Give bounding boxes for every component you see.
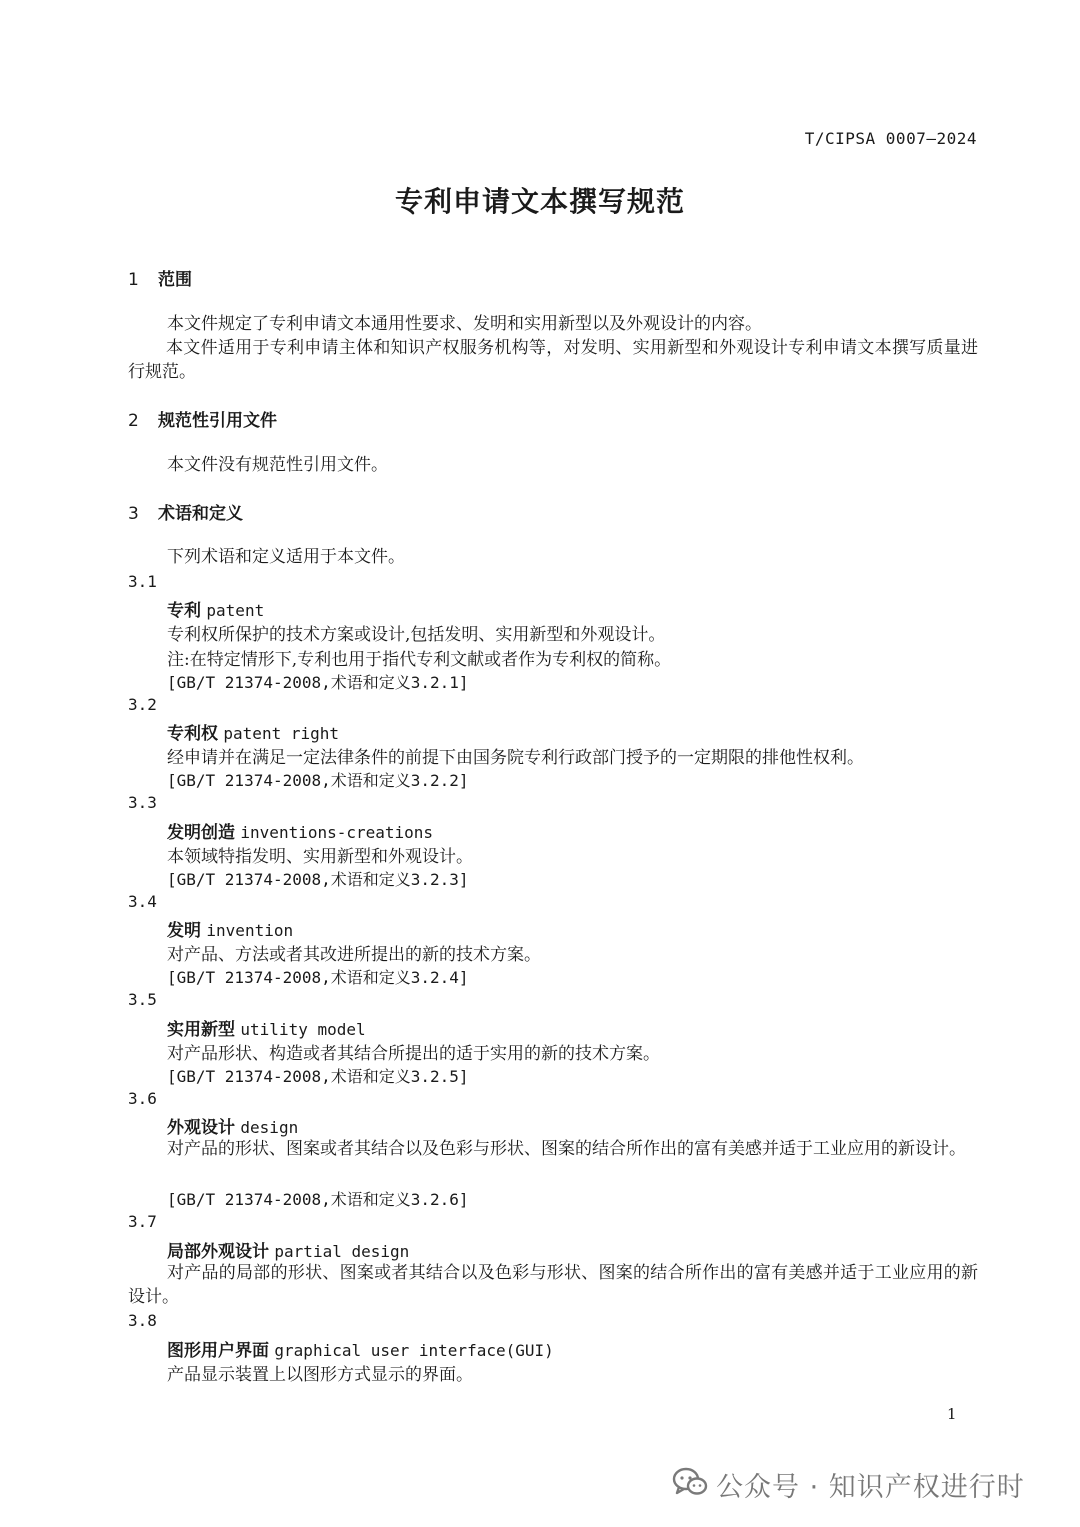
section-heading-3 [128, 499, 243, 524]
page-title: 专利申请文本撰写规范 [394, 185, 685, 218]
term-definition: 对产品的局部的形状、图案或者其结合以及色彩与形状、图案的结合所作出的富有美感并适于工业应用的新设计。 [128, 1263, 978, 1307]
section-number: 3 [128, 504, 139, 524]
section-number: 2 [128, 411, 139, 431]
term-en: inventions-creations [240, 823, 434, 842]
term-zh: 外观设计 [167, 1118, 235, 1138]
term-number: 3.8 [128, 1311, 157, 1330]
term-number: 3.5 [128, 990, 157, 1009]
term-name [167, 1336, 554, 1361]
term-definition: 本领域特指发明、实用新型和外观设计。 [167, 847, 473, 867]
term-definition: 对产品形状、构造或者其结合所提出的适于实用的新的技术方案。 [167, 1044, 660, 1064]
term-number: 3.1 [128, 572, 157, 591]
term-source: [GB/T 21374-2008,术语和定义3.2.1] [167, 673, 469, 692]
term-source: [GB/T 21374-2008,术语和定义3.2.5] [167, 1067, 469, 1086]
term-number: 3.3 [128, 793, 157, 812]
term-en: design [240, 1118, 299, 1137]
term-definition: 对产品、方法或者其改进所提出的新的技术方案。 [167, 945, 541, 965]
term-zh: 发明创造 [167, 823, 235, 843]
document-code: T/CIPSA 0007—2024 [804, 129, 977, 148]
term-name [167, 1113, 298, 1138]
term-definition: 专利权所保护的技术方案或设计,包括发明、实用新型和外观设计。 [167, 625, 666, 645]
term-number: 3.4 [128, 892, 157, 911]
term-source: [GB/T 21374-2008,术语和定义3.2.6] [167, 1190, 469, 1209]
paragraph: 下列术语和定义适用于本文件。 [167, 547, 405, 567]
paragraph: 本文件适用于专利申请主体和知识产权服务机构等，对发明、实用新型和外观设计专利申请文本撰写质量进行规范。 [128, 338, 978, 382]
term-en: graphical user interface(GUI) [274, 1341, 554, 1360]
term-note: 注:在特定情形下,专利也用于指代专利文献或者作为专利权的简称。 [167, 650, 672, 670]
term-zh: 实用新型 [167, 1020, 235, 1040]
term-name [167, 818, 433, 843]
paragraph: 本文件没有规范性引用文件。 [167, 455, 388, 475]
page-number: 1 [947, 1405, 957, 1423]
term-zh: 局部外观设计 [167, 1242, 269, 1262]
term-number: 3.2 [128, 695, 157, 714]
term-zh: 专利 [167, 601, 201, 621]
term-zh: 专利权 [167, 724, 218, 744]
term-source: [GB/T 21374-2008,术语和定义3.2.2] [167, 771, 469, 790]
watermark [672, 1466, 1025, 1502]
section-title: 术语和定义 [158, 504, 243, 524]
term-source: [GB/T 21374-2008,术语和定义3.2.4] [167, 968, 469, 987]
term-definition: 经申请并在满足一定法律条件的前提下由国务院专利行政部门授予的一定期限的排他性权利。 [167, 748, 864, 768]
section-heading-1 [128, 265, 192, 290]
paragraph: 本文件规定了专利申请文本通用性要求、发明和实用新型以及外观设计的内容。 [167, 314, 762, 334]
term-en: invention [206, 921, 294, 940]
wechat-icon [672, 1466, 708, 1502]
term-name [167, 1015, 366, 1040]
term-en: utility model [240, 1020, 366, 1039]
term-en: patent [206, 601, 265, 620]
term-definition: 产品显示装置上以图形方式显示的界面。 [167, 1365, 473, 1385]
term-name [167, 719, 339, 744]
term-name [167, 596, 264, 621]
term-en: partial design [274, 1242, 410, 1261]
section-heading-2 [128, 406, 277, 431]
section-title: 规范性引用文件 [158, 411, 277, 431]
term-name [167, 1237, 409, 1262]
section-number: 1 [128, 270, 139, 290]
term-name [167, 916, 293, 941]
term-number: 3.6 [128, 1089, 157, 1108]
term-zh: 图形用户界面 [167, 1341, 269, 1361]
term-en: patent right [223, 724, 339, 743]
term-number: 3.7 [128, 1212, 157, 1231]
watermark-text: 公众号 · 知识产权进行时 [716, 1471, 1025, 1503]
term-source: [GB/T 21374-2008,术语和定义3.2.3] [167, 870, 469, 889]
section-title: 范围 [158, 270, 192, 290]
term-definition: 对产品的形状、图案或者其结合以及色彩与形状、图案的结合所作出的富有美感并适于工业应用的新设计。 [167, 1139, 966, 1159]
term-zh: 发明 [167, 921, 201, 941]
